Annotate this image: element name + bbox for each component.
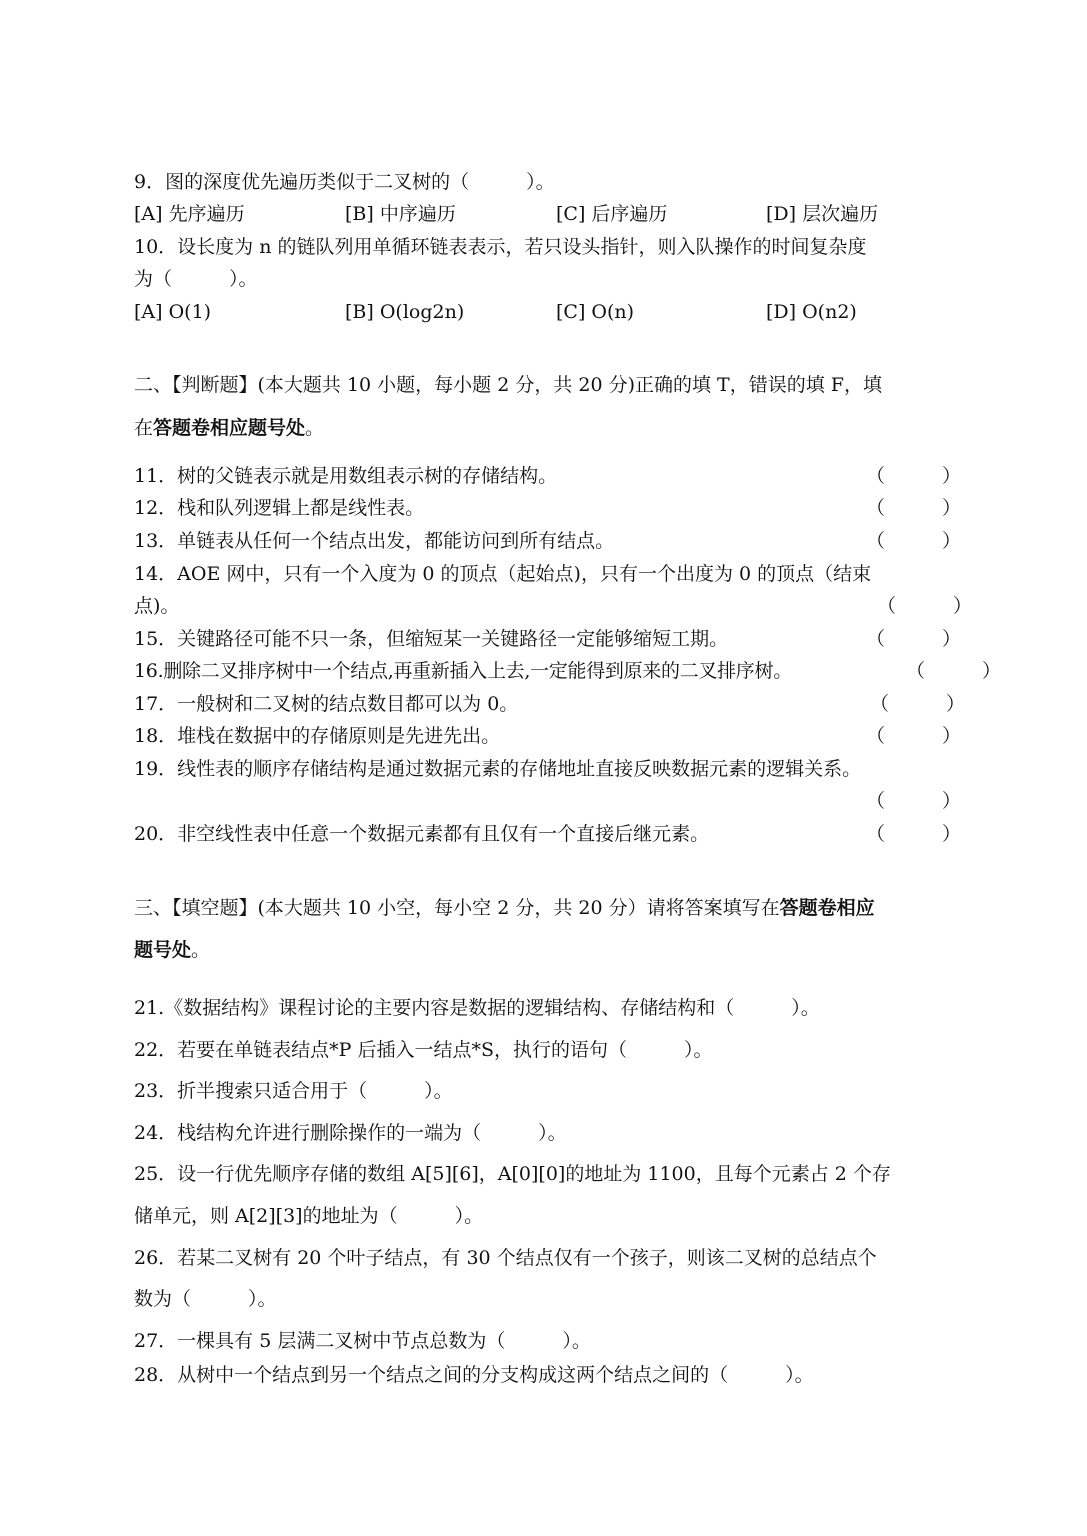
question-18: 18．堆栈在数据中的存储原则是先进先出。 (134, 725, 501, 747)
question-24: 24．栈结构允许进行删除操作的一端为（ ）。 (134, 1122, 567, 1144)
q17-answer-blank: （ ） (870, 693, 966, 715)
q20-answer-blank: （ ） (866, 823, 962, 845)
question-22: 22．若要在单链表结点*P 后插入一结点*S，执行的语句（ ）。 (134, 1039, 713, 1061)
q16-answer-blank: （ ） (906, 660, 1002, 682)
section-2-prefix: 在 (134, 417, 154, 439)
q13-answer-blank: （ ） (866, 530, 962, 552)
section-3-heading-line1 (134, 895, 875, 921)
question-10-line1: 10．设长度为 n 的链队列用单循环链表表示，若只设头指针，则入队操作的时间复杂度 (134, 236, 867, 258)
question-19: 19．线性表的顺序存储结构是通过数据元素的存储地址直接反映数据元素的逻辑关系。 (134, 758, 862, 780)
q18-answer-blank: （ ） (866, 725, 962, 747)
section-2-heading-line1: 二、【判断题】(本大题共 10 小题，每小题 2 分，共 20 分)正确的填 T，错误的填 F，填 (134, 374, 882, 396)
question-15: 15．关键路径可能不只一条，但缩短某一关键路径一定能够缩短工期。 (134, 628, 729, 650)
q9-option-c: [C] 后序遍历 (556, 203, 668, 225)
section-3-heading-line2 (134, 937, 210, 963)
question-10-line2: 为（ ）。 (134, 268, 258, 290)
question-9: 9．图的深度优先遍历类似于二叉树的（ ）。 (134, 171, 555, 193)
question-14-line2: 点)。 (134, 595, 180, 617)
q11-answer-blank: （ ） (866, 465, 962, 487)
question-17: 17．一般树和二叉树的结点数目都可以为 0。 (134, 693, 519, 715)
q10-option-d: [D] O(n2) (766, 301, 857, 323)
section-3-prefix: 三、【填空题】(本大题共 10 小空，每小空 2 分，共 20 分）请将答案填写在 (134, 897, 780, 919)
section-2-bold-text: 答题卷相应题号处 (153, 417, 306, 439)
question-25-line1: 25．设一行优先顺序存储的数组 A[5][6]，A[0][0]的地址为 1100，且每个元素占 2 个存 (134, 1163, 891, 1185)
question-26-line1: 26．若某二叉树有 20 个叶子结点，有 30 个结点仅有一个孩子，则该二叉树的总结点个 (134, 1247, 877, 1269)
question-26-line2: 数为（ ）。 (134, 1288, 277, 1310)
q12-answer-blank: （ ） (866, 497, 962, 519)
question-27: 27．一棵具有 5 层满二叉树中节点总数为（ ）。 (134, 1330, 591, 1352)
section-3-bold-text-2: 题号处 (134, 939, 192, 961)
question-25-line2: 储单元，则 A[2][3]的地址为（ ）。 (134, 1205, 484, 1227)
q19-answer-blank: （ ） (866, 790, 962, 812)
question-14-line1: 14．AOE 网中，只有一个入度为 0 的顶点（起始点)，只有一个出度为 0 的顶点（结束 (134, 563, 872, 585)
question-20: 20．非空线性表中任意一个数据元素都有且仅有一个直接后继元素。 (134, 823, 710, 845)
q9-option-d: [D] 层次遍历 (766, 203, 879, 225)
section-3-suffix: 。 (191, 939, 211, 961)
question-11: 11．树的父链表示就是用数组表示树的存储结构。 (134, 465, 558, 487)
question-12: 12．栈和队列逻辑上都是线性表。 (134, 497, 425, 519)
section-2-suffix: 。 (305, 417, 325, 439)
question-21: 21.《数据结构》课程讨论的主要内容是数据的逻辑结构、存储结构和（ ）。 (134, 997, 820, 1019)
q9-option-a: [A] 先序遍历 (134, 203, 245, 225)
q10-option-a: [A] O(1) (134, 301, 212, 323)
q15-answer-blank: （ ） (866, 628, 962, 650)
question-28: 28．从树中一个结点到另一个结点之间的分支构成这两个结点之间的（ ）。 (134, 1364, 814, 1386)
q10-option-c: [C] O(n) (556, 301, 635, 323)
q9-option-b: [B] 中序遍历 (345, 203, 456, 225)
question-23: 23．折半搜索只适合用于（ ）。 (134, 1080, 453, 1102)
question-16: 16.删除二叉排序树中一个结点,再重新插入上去,一定能得到原来的二叉排序树。 (134, 660, 792, 682)
section-2-heading-line2 (134, 415, 324, 441)
question-13: 13．单链表从任何一个结点出发，都能访问到所有结点。 (134, 530, 615, 552)
q10-option-b: [B] O(log2n) (345, 301, 465, 323)
q14-answer-blank: （ ） (877, 595, 973, 617)
section-3-bold-text-1: 答题卷相应 (779, 897, 875, 919)
